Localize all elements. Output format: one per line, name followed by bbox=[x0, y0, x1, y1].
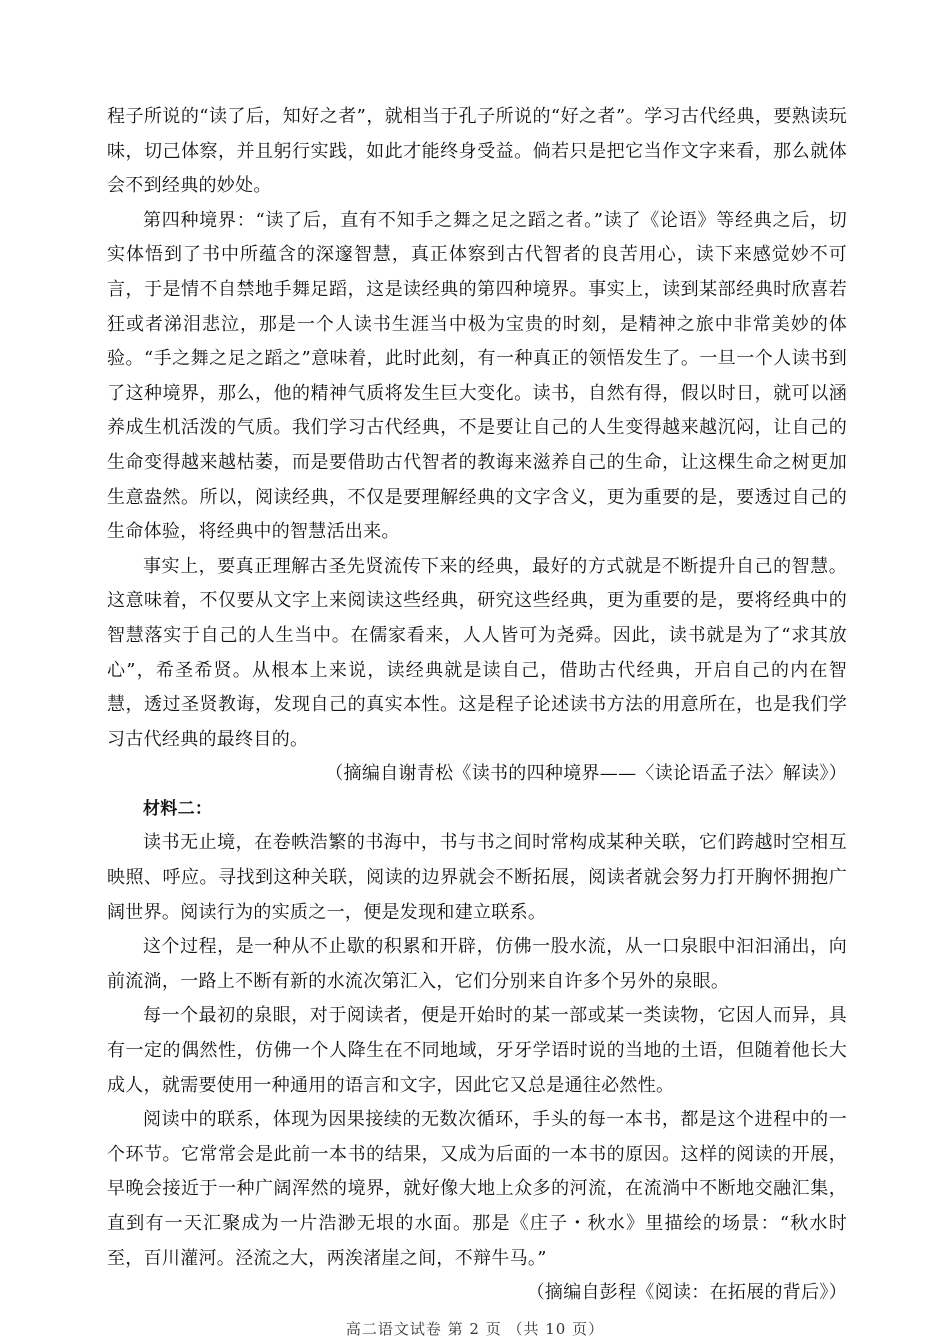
page-footer: 高二语文试卷 第 2 页 （共 10 页） bbox=[345, 1320, 605, 1338]
paragraph: 事实上，要真正理解古圣先贤流传下来的经典，最好的方式就是不断提升自己的智慧。这意味着，不仅要从文字上来阅读这些经典，研究这些经典，更为重要的是，要将经典中的智慧落实于自己的人生当中。在儒家看来，人人皆可为尧舜。因此，读书就是为了“求其放心”，希圣希贤。从根本上来说，读经典就是读自己，借助古代经典，开启自己的内在智慧，透过圣贤教诲，发现自己的真实本性。这是程子论述读书方法的用意所在，也是我们学习古代经典的最终目的。 bbox=[107, 555, 847, 750]
document-body bbox=[107, 100, 847, 1311]
paragraph: 这个过程，是一种从不止歇的积累和开辟，仿佛一股水流，从一口泉眼中汩汩涌出，向前流淌，一路上不断有新的水流次第汇入，它们分别来自许多个另外的泉眼。 bbox=[107, 936, 847, 992]
paragraph: 读书无止境，在卷帙浩繁的书海中，书与书之间时常构成某种关联，它们跨越时空相互映照、呼应。寻找到这种关联，阅读的边界就会不断拓展，阅读者就会努力打开胸怀拥抱广阔世界。阅读行为的实质之一，便是发现和建立联系。 bbox=[107, 832, 847, 923]
source-citation: （摘编自谢青松《读书的四种境界——〈读论语孟子法〉解读》） bbox=[325, 763, 847, 785]
source-citation: （摘编自彭程《阅读：在拓展的背后》） bbox=[526, 1282, 847, 1304]
paragraph: 每一个最初的泉眼，对于阅读者，便是开始时的某一部或某一类读物，它因人而异，具有一定的偶然性，仿佛一个人降生在不同地域，牙牙学语时说的当地的土语，但随着他长大成人，就需要使用一种通用的语言和文字，因此它又总是通往必然性。 bbox=[107, 1005, 847, 1096]
paragraph: 阅读中的联系，体现为因果接续的无数次循环，手头的每一本书，都是这个进程中的一个环节。它常常会是此前一本书的结果，又成为后面的一本书的原因。这样的阅读的开展，早晚会接近于一种广阔浑然的境界，就好像大地上众多的河流，在流淌中不断地交融汇集，直到有一天汇聚成为一片浩渺无垠的水面。那是《庄子・秋水》里描绘的场景：“秋水时至，百川灌河。泾流之大，两涘渚崖之间，不辩牛马。” bbox=[107, 1109, 847, 1269]
section-heading: 材料二： bbox=[143, 798, 213, 819]
paragraph: 第四种境界：“读了后，直有不知手之舞之足之蹈之者。”读了《论语》等经典之后，切实体悟到了书中所蕴含的深邃智慧，真正体察到古代智者的良苦用心，读下来感觉妙不可言，于是情不自禁地手舞足蹈，这是读经典的第四种境界。事实上，读到某部经典时欣喜若狂或者涕泪悲泣，那是一个人读书生涯当中极为宝贵的时刻，是精神之旅中非常美妙的体验。“手之舞之足之蹈之”意味着，此时此刻，有一种真正的领悟发生了。一旦一个人读书到了这种境界，那么，他的精神气质将发生巨大变化。读书，自然有得，假以时日，就可以涵养成生机活泼的气质。我们学习古代经典，不是要让自己的人生变得越来越沉闷，让自己的生命变得越来越枯萎，而是要借助古代智者的教诲来滋养自己的生命，让这棵生命之树更加生意盎然。所以，阅读经典，不仅是要理解经典的文字含义，更为重要的是，要透过自己的生命体验，将经典中的智慧活出来。 bbox=[107, 209, 847, 543]
paragraph: 程子所说的“读了后，知好之者”，就相当于孔子所说的“好之者”。学习古代经典，要熟读玩味，切己体察，并且躬行实践，如此才能终身受益。倘若只是把它当作文字来看，那么就体会不到经典的妙处。 bbox=[107, 106, 847, 197]
